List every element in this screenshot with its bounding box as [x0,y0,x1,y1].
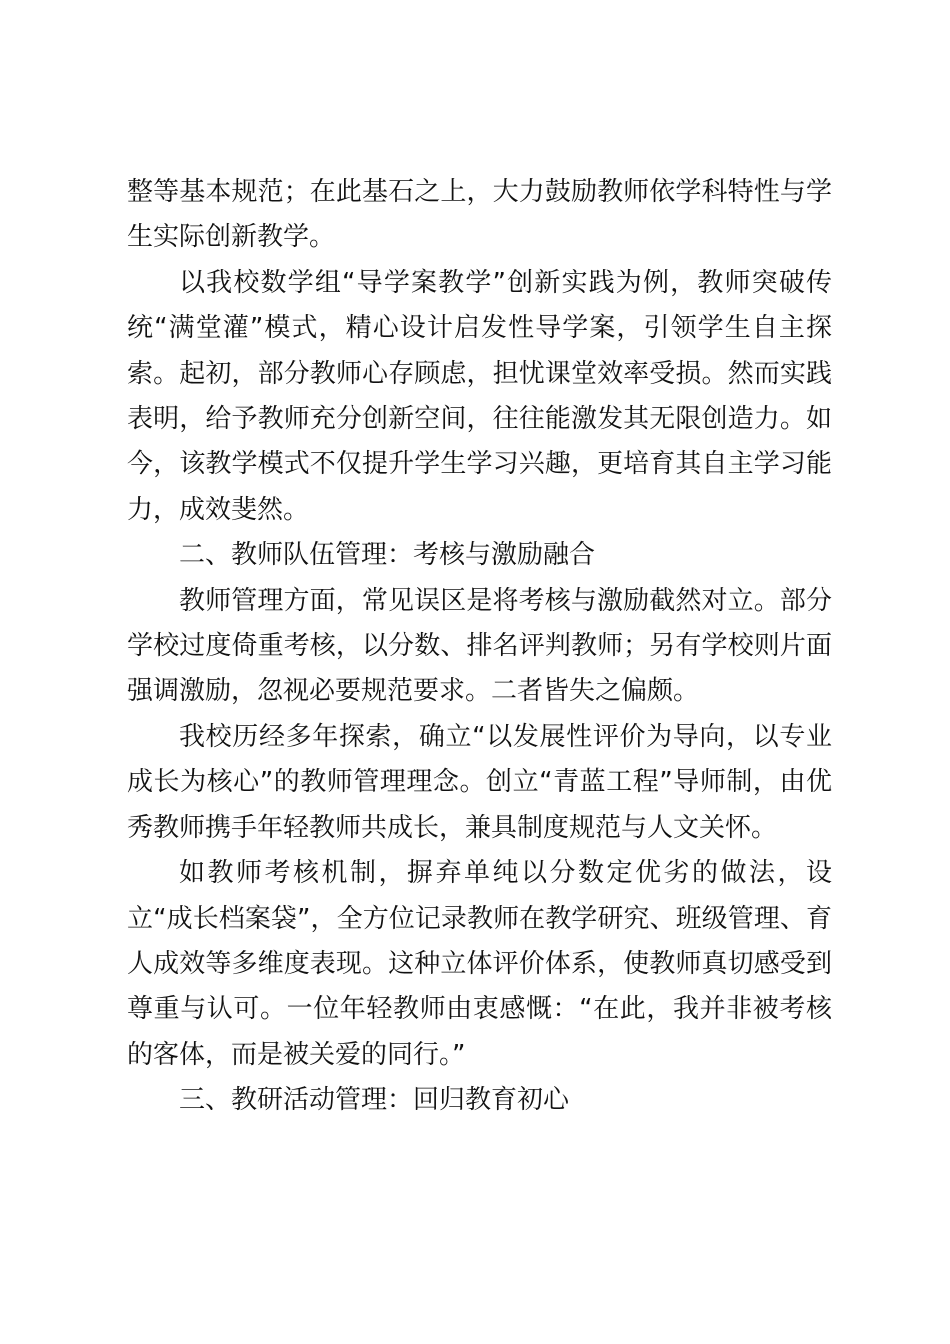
document-body [127,170,832,1124]
paragraph-management-philosophy: 我校历经多年探索，确立“以发展性评价为导向，以专业成长为核心”的教师管理理念。创立“青蓝工程”导师制，由优秀教师携手年轻教师共成长，兼具制度规范与人文关怀。 [127,721,832,843]
paragraph-management-misconception: 教师管理方面，常见误区是将考核与激励截然对立。部分学校过度倚重考核，以分数、排名评判教师；另有学校则片面强调激励，忽视必要规范要求。二者皆失之偏颇。 [127,585,832,707]
section-heading-teacher-management: 二、教师队伍管理：考核与激励融合 [179,540,596,571]
paragraph-math-group-example: 以我校数学组“导学案教学”创新实践为例，教师突破传统“满堂灌”模式，精心设计启发性导学案，引领学生自主探索。起初，部分教师心存顾虑，担忧课堂效率受损。然而实践表明，给予教师充分创新空间，往往能激发其无限创造力。如今，该教学模式不仅提升学生学习兴趣，更培育其自主学习能力，成效斐然。 [127,267,832,525]
section-heading-teaching-research: 三、教研活动管理：回归教育初心 [179,1085,570,1116]
paragraph-continuation: 整等基本规范；在此基石之上，大力鼓励教师依学科特性与学生实际创新教学。 [127,177,832,253]
paragraph-assessment-mechanism: 如教师考核机制，摒弃单纯以分数定优劣的做法，设立“成长档案袋”，全方位记录教师在教学研究、班级管理、育人成效等多维度表现。这种立体评价体系，使教师真切感受到尊重与认可。一位年轻教师由衷感慨：“在此，我并非被考核的客体，而是被关爱的同行。” [127,858,832,1070]
